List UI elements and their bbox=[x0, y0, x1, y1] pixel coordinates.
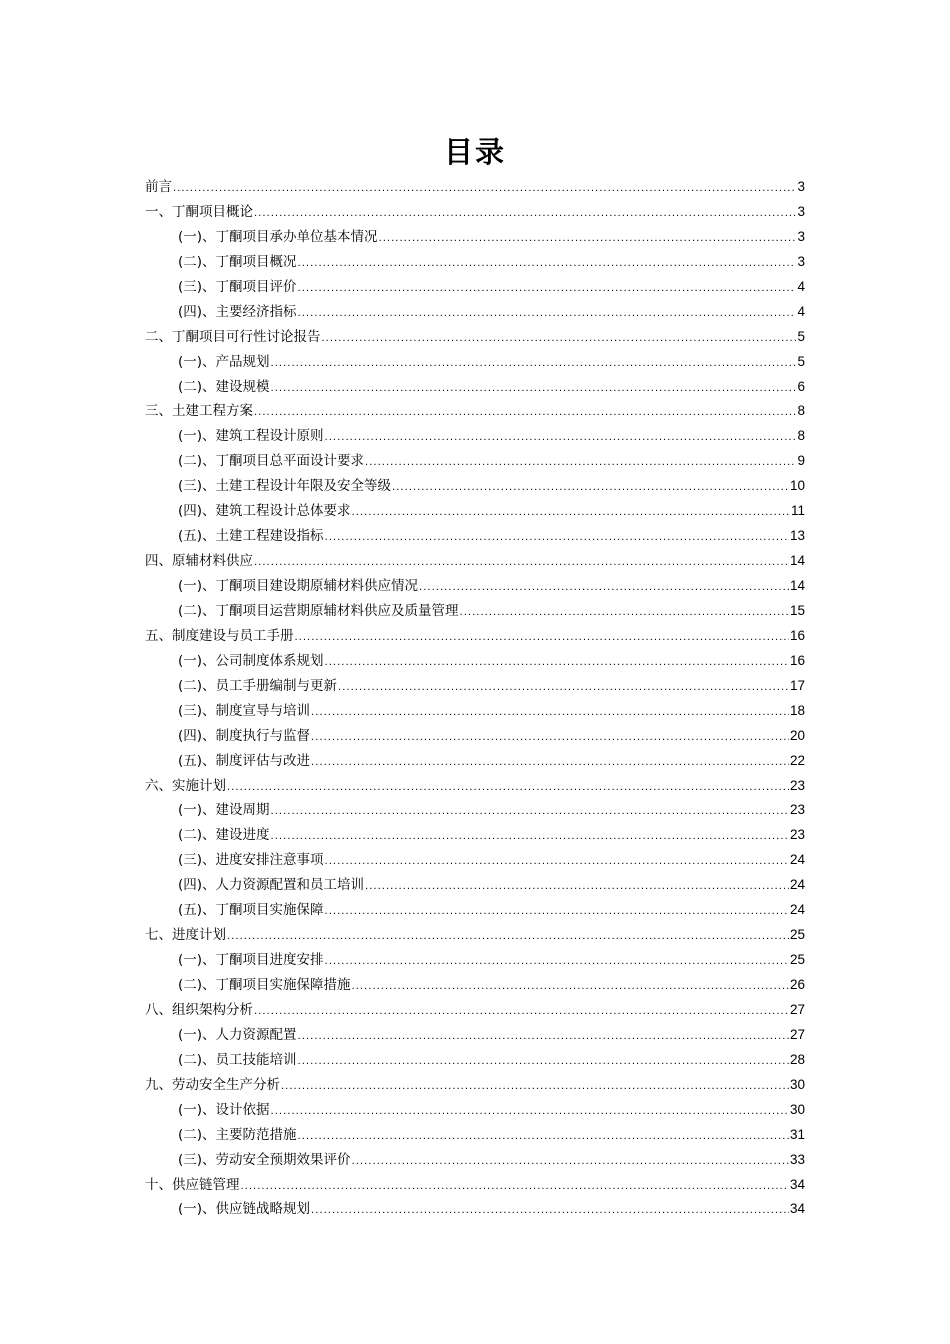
toc-entry-title: (二)、主要防范措施 bbox=[178, 1126, 297, 1143]
toc-entry-title: (三)、制度宣导与培训 bbox=[178, 702, 311, 719]
page-title: 目录 bbox=[443, 135, 506, 169]
dot-leader bbox=[325, 526, 789, 551]
toc-page-number: 4 bbox=[797, 303, 805, 319]
table-of-contents bbox=[145, 175, 805, 1222]
toc-entry-title: (三)、丁酮项目评价 bbox=[178, 278, 297, 295]
toc-entry[interactable] bbox=[145, 798, 805, 823]
toc-entry[interactable] bbox=[145, 524, 805, 549]
toc-entry-title: 六、实施计划 bbox=[145, 777, 226, 794]
dot-leader bbox=[392, 476, 789, 501]
toc-entry[interactable] bbox=[145, 749, 805, 774]
toc-page-number: 28 bbox=[789, 1051, 805, 1067]
toc-entry-title: (二)、员工手册编制与更新 bbox=[178, 677, 338, 694]
dot-leader bbox=[271, 352, 797, 377]
toc-entry[interactable] bbox=[145, 375, 805, 400]
toc-page-number: 25 bbox=[789, 952, 805, 968]
toc-entry-title: (一)、丁酮项目建设期原辅材料供应情况 bbox=[178, 578, 419, 594]
dot-leader bbox=[298, 302, 797, 327]
toc-page-number: 23 bbox=[789, 802, 805, 818]
toc-entry-title: (一)、设计依据 bbox=[178, 1101, 270, 1118]
toc-entry-title: (三)、进度安排注意事项 bbox=[178, 852, 324, 869]
toc-entry[interactable] bbox=[145, 225, 805, 250]
toc-entry-title: (一)、人力资源配置 bbox=[178, 1026, 297, 1043]
toc-page-number: 3 bbox=[797, 179, 805, 194]
toc-entry-title: (五)、制度评估与改进 bbox=[178, 752, 311, 769]
toc-entry-title: (二)、员工技能培训 bbox=[178, 1051, 297, 1068]
toc-page-number: 34 bbox=[789, 1201, 805, 1217]
dot-leader bbox=[460, 601, 789, 626]
dot-leader bbox=[254, 202, 796, 227]
dot-leader bbox=[365, 875, 789, 900]
toc-entry-title: (一)、供应链战略规划 bbox=[178, 1201, 311, 1218]
toc-page-number: 3 bbox=[797, 253, 805, 269]
dot-leader bbox=[325, 651, 789, 676]
toc-page-number: 9 bbox=[797, 453, 805, 469]
toc-entry-title: (一)、产品规划 bbox=[178, 353, 270, 370]
toc-entry[interactable] bbox=[145, 1023, 805, 1048]
toc-page-number: 27 bbox=[789, 1026, 805, 1042]
toc-entry-title: (一)、建筑工程设计原则 bbox=[178, 428, 324, 445]
toc-page-number: 23 bbox=[789, 777, 805, 793]
toc-entry[interactable] bbox=[145, 275, 805, 300]
toc-entry-title: (四)、主要经济指标 bbox=[178, 303, 297, 320]
dot-leader bbox=[311, 751, 789, 776]
toc-entry[interactable] bbox=[145, 574, 805, 599]
dot-leader bbox=[281, 1075, 789, 1100]
toc-entry[interactable] bbox=[145, 724, 805, 749]
dot-leader bbox=[271, 1100, 789, 1125]
dot-leader bbox=[365, 451, 796, 476]
toc-entry-title: (五)、土建工程建设指标 bbox=[178, 528, 324, 545]
toc-entry[interactable] bbox=[145, 848, 805, 873]
toc-entry[interactable] bbox=[145, 624, 805, 649]
toc-entry[interactable] bbox=[145, 599, 805, 624]
toc-entry[interactable] bbox=[145, 1148, 805, 1173]
toc-page-number: 24 bbox=[789, 852, 805, 868]
toc-page-number: 8 bbox=[797, 403, 805, 419]
toc-page-number: 14 bbox=[789, 578, 805, 593]
toc-entry-title: (一)、建设周期 bbox=[178, 802, 270, 819]
toc-page-number: 4 bbox=[797, 278, 805, 294]
dot-leader bbox=[311, 701, 789, 726]
dot-leader bbox=[295, 626, 789, 651]
dot-leader bbox=[241, 1175, 789, 1200]
toc-entry[interactable] bbox=[145, 449, 805, 474]
toc-page-number: 26 bbox=[789, 977, 805, 992]
toc-page-number: 20 bbox=[789, 727, 805, 743]
dot-leader bbox=[254, 401, 796, 426]
toc-entry[interactable] bbox=[145, 649, 805, 674]
dot-leader bbox=[325, 850, 789, 875]
toc-page-number: 3 bbox=[797, 228, 805, 244]
dot-leader bbox=[298, 1025, 789, 1050]
dot-leader bbox=[352, 501, 790, 526]
toc-page-number: 30 bbox=[789, 1076, 805, 1092]
toc-entry[interactable] bbox=[145, 898, 805, 923]
toc-entry-title: (四)、人力资源配置和员工培训 bbox=[178, 877, 365, 894]
dot-leader bbox=[311, 726, 789, 751]
toc-entry[interactable] bbox=[145, 399, 805, 424]
toc-entry[interactable] bbox=[145, 300, 805, 325]
toc-entry[interactable] bbox=[145, 1197, 805, 1222]
toc-entry[interactable] bbox=[145, 250, 805, 275]
toc-entry[interactable] bbox=[145, 325, 805, 350]
toc-page-number: 31 bbox=[789, 1126, 805, 1142]
toc-page-number: 8 bbox=[797, 428, 805, 444]
toc-entry-title: 四、原辅材料供应 bbox=[145, 553, 253, 570]
toc-entry-title: (一)、丁酮项目进度安排 bbox=[178, 952, 324, 969]
toc-entry-title: 前言 bbox=[145, 179, 172, 195]
dot-leader bbox=[338, 676, 789, 701]
toc-page-number: 23 bbox=[789, 827, 805, 843]
dot-leader bbox=[379, 227, 797, 252]
toc-page-number: 17 bbox=[789, 677, 805, 693]
toc-page-number: 3 bbox=[797, 203, 805, 219]
toc-entry-title: (二)、丁酮项目概况 bbox=[178, 253, 297, 270]
toc-entry-title: (五)、丁酮项目实施保障 bbox=[178, 902, 324, 919]
toc-entry[interactable] bbox=[145, 499, 805, 524]
toc-entry[interactable] bbox=[145, 998, 805, 1023]
toc-page-number: 22 bbox=[789, 752, 805, 768]
toc-entry[interactable] bbox=[145, 1073, 805, 1098]
toc-entry[interactable] bbox=[145, 1173, 805, 1198]
toc-entry-title: (二)、丁酮项目总平面设计要求 bbox=[178, 453, 365, 470]
toc-page-number: 16 bbox=[789, 652, 805, 668]
toc-page-number: 13 bbox=[789, 528, 805, 544]
toc-entry-title: 七、进度计划 bbox=[145, 927, 226, 944]
dot-leader bbox=[298, 1125, 789, 1150]
toc-entry-title: (二)、建设规模 bbox=[178, 378, 270, 395]
toc-entry-title: (二)、建设进度 bbox=[178, 827, 270, 844]
dot-leader bbox=[254, 551, 789, 576]
toc-entry[interactable] bbox=[145, 923, 805, 948]
dot-leader bbox=[271, 825, 789, 850]
dot-leader bbox=[271, 377, 797, 402]
toc-page-number: 24 bbox=[789, 902, 805, 918]
toc-page-number: 34 bbox=[789, 1176, 805, 1192]
dot-leader bbox=[419, 576, 789, 601]
toc-page-number: 18 bbox=[789, 702, 805, 718]
toc-entry[interactable] bbox=[145, 424, 805, 449]
dot-leader bbox=[352, 975, 789, 1000]
toc-entry[interactable] bbox=[145, 200, 805, 225]
toc-entry[interactable] bbox=[145, 873, 805, 898]
toc-entry-title: (四)、建筑工程设计总体要求 bbox=[178, 503, 351, 520]
toc-page-number: 14 bbox=[789, 553, 805, 569]
toc-page-number: 25 bbox=[789, 927, 805, 943]
toc-page-number: 10 bbox=[789, 478, 805, 494]
toc-entry[interactable] bbox=[145, 549, 805, 574]
toc-page-number: 5 bbox=[797, 353, 805, 369]
toc-entry-title: (二)、丁酮项目实施保障措施 bbox=[178, 977, 351, 993]
toc-entry[interactable] bbox=[145, 474, 805, 499]
toc-entry-title: (三)、土建工程设计年限及安全等级 bbox=[178, 478, 392, 495]
toc-entry-title: (二)、丁酮项目运营期原辅材料供应及质量管理 bbox=[178, 602, 459, 619]
toc-page-number: 33 bbox=[789, 1151, 805, 1167]
toc-entry[interactable] bbox=[145, 1098, 805, 1123]
dot-leader bbox=[322, 327, 797, 352]
toc-page-number: 30 bbox=[789, 1101, 805, 1117]
toc-entry[interactable] bbox=[145, 175, 805, 200]
toc-entry-title: 十、供应链管理 bbox=[145, 1176, 240, 1193]
dot-leader bbox=[298, 252, 797, 277]
toc-entry-title: 八、组织架构分析 bbox=[145, 1001, 253, 1018]
toc-entry-title: 三、土建工程方案 bbox=[145, 403, 253, 420]
toc-entry-title: 二、丁酮项目可行性讨论报告 bbox=[145, 328, 321, 345]
dot-leader bbox=[173, 177, 796, 202]
toc-page-number: 16 bbox=[789, 627, 805, 643]
dot-leader bbox=[352, 1150, 789, 1175]
toc-entry-title: 九、劳动安全生产分析 bbox=[145, 1076, 280, 1093]
toc-entry[interactable] bbox=[145, 1048, 805, 1073]
toc-entry-title: 一、丁酮项目概论 bbox=[145, 203, 253, 220]
toc-page-number: 5 bbox=[797, 328, 805, 344]
dot-leader bbox=[298, 1050, 789, 1075]
dot-leader bbox=[227, 925, 789, 950]
dot-leader bbox=[227, 776, 789, 801]
toc-entry[interactable] bbox=[145, 973, 805, 998]
dot-leader bbox=[271, 800, 789, 825]
toc-entry[interactable] bbox=[145, 774, 805, 799]
toc-entry-title: 五、制度建设与员工手册 bbox=[145, 627, 294, 644]
toc-entry-title: (一)、公司制度体系规划 bbox=[178, 652, 324, 669]
toc-entry[interactable] bbox=[145, 350, 805, 375]
dot-leader bbox=[254, 1000, 789, 1025]
dot-leader bbox=[311, 1199, 789, 1224]
dot-leader bbox=[325, 426, 797, 451]
toc-entry-title: (一)、丁酮项目承办单位基本情况 bbox=[178, 228, 378, 245]
dot-leader bbox=[298, 277, 797, 302]
dot-leader bbox=[325, 900, 789, 925]
toc-page-number: 11 bbox=[790, 503, 805, 519]
toc-page-number: 15 bbox=[789, 602, 805, 618]
toc-entry[interactable] bbox=[145, 699, 805, 724]
toc-entry-title: (三)、劳动安全预期效果评价 bbox=[178, 1151, 351, 1168]
toc-page-number: 6 bbox=[797, 378, 805, 394]
toc-page-number: 24 bbox=[789, 877, 805, 893]
toc-entry-title: (四)、制度执行与监督 bbox=[178, 727, 311, 744]
toc-entry[interactable] bbox=[145, 948, 805, 973]
toc-entry[interactable] bbox=[145, 823, 805, 848]
toc-entry[interactable] bbox=[145, 674, 805, 699]
toc-entry[interactable] bbox=[145, 1123, 805, 1148]
toc-page-number: 27 bbox=[789, 1001, 805, 1017]
dot-leader bbox=[325, 950, 789, 975]
